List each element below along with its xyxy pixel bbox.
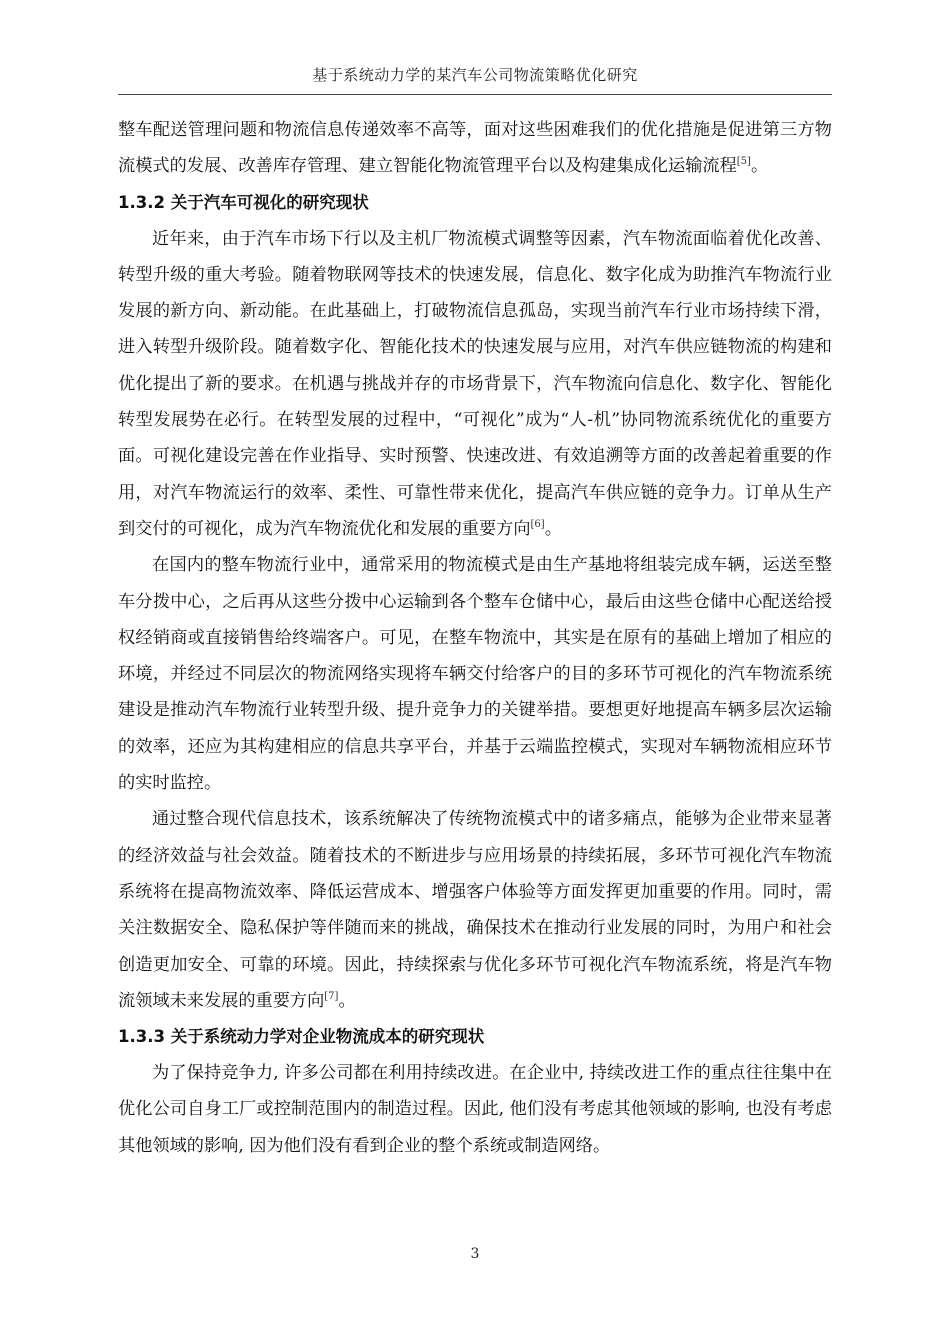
paragraph-tail: 。 xyxy=(338,990,356,1011)
running-header-title: 基于系统动力学的某汽车公司物流策略优化研究 xyxy=(312,66,638,84)
paragraph-text: 整车配送管理问题和物流信息传递效率不高等，面对这些困难我们的优化措施是促进第三方物流模式的发展、改善库存管理、建立智能化物流管理平台以及构建集成化运输流程 xyxy=(118,120,832,177)
citation-marker: [7] xyxy=(324,990,339,1002)
paragraph-1-3-3-1 xyxy=(118,1055,832,1164)
intro-paragraph xyxy=(118,112,832,185)
page-content xyxy=(118,112,832,1164)
citation-marker: [6] xyxy=(530,518,545,530)
header-divider xyxy=(118,94,832,95)
section-heading-1-3-2: 1.3.2 关于汽车可视化的研究现状 xyxy=(118,192,369,212)
paragraph-text: 在国内的整车物流行业中，通常采用的物流模式是由生产基地将组装完成车辆，运送至整车分拨中心，之后再从这些分拨中心运输到各个整车仓储中心，最后由这些仓储中心配送给授权经销商或直接销售给终端客户。可见，在整车物流中，其实是在原有的基础上增加了相应的环境，并经过不同层次的物流网络实现将车辆交付给客户的目的多环节可视化的汽车物流系统建设是推动汽车物流行业转型升级、提升竞争力的关键举措。要想更好地提高车辆多层次运输的效率，还应为其构建相应的信息共享平台，并基于云端监控模式，实现对车辆物流相应环节的实时监控。 xyxy=(118,555,832,794)
section-heading-1-3-3: 1.3.3 关于系统动力学对企业物流成本的研究现状 xyxy=(118,1027,485,1047)
paragraph-text: 为了保持竞争力, 许多公司都在利用持续改进。在企业中, 持续改进工作的重点往往集中在优化公司自身工厂或控制范围内的制造过程。因此, 他们没有考虑其他领域的影响, 也没有考虑其他领域的影响, 因为他们没有看到企业的整个系统或制造网络。 xyxy=(118,1063,832,1156)
paragraph-text: 通过整合现代信息技术，该系统解决了传统物流模式中的诸多痛点，能够为企业带来显著的经济效益与社会效益。随着技术的不断进步与应用场景的持续拓展，多环节可视化汽车物流系统将在提高物流效率、降低运营成本、增强客户体验等方面发挥更加重要的作用。同时，需关注数据安全、隐私保护等伴随而来的挑战，确保技术在推动行业发展的同时，为用户和社会创造更加安全、可靠的环境。因此，持续探索与优化多环节可视化汽车物流系统，将是汽车物流领域未来发展的重要方向 xyxy=(118,809,832,1011)
paragraph-tail: 。 xyxy=(750,156,769,177)
paragraph-1-3-2-2 xyxy=(118,547,832,801)
paragraph-tail: 。 xyxy=(544,518,562,539)
paragraph-1-3-2-3 xyxy=(118,801,832,1019)
paragraph-1-3-2-1 xyxy=(118,221,832,548)
citation-marker: [5] xyxy=(736,156,751,168)
paragraph-text: 近年来，由于汽车市场下行以及主机厂物流模式调整等因素，汽车物流面临着优化改善、转型升级的重大考验。随着物联网等技术的快速发展，信息化、数字化成为助推汽车物流行业发展的新方向、新动能。在此基础上，打破物流信息孤岛，实现当前汽车行业市场持续下滑，进入转型升级阶段。随着数字化、智能化技术的快速发展与应用，对汽车供应链物流的构建和优化提出了新的要求。在机遇与挑战并存的市场背景下，汽车物流向信息化、数字化、智能化转型发展势在必行。在转型发展的过程中，“可视化”成为“人-机”协同物流系统优化的重要方面。可视化建设完善在作业指导、实时预警、快速改进、有效追溯等方面的改善起着重要的作用，对汽车物流运行的效率、柔性、可靠性带来优化，提高汽车供应链的竞争力。订单从生产到交付的可视化，成为汽车物流优化和发展的重要方向 xyxy=(118,228,832,539)
page-number: 3 xyxy=(470,1246,480,1262)
